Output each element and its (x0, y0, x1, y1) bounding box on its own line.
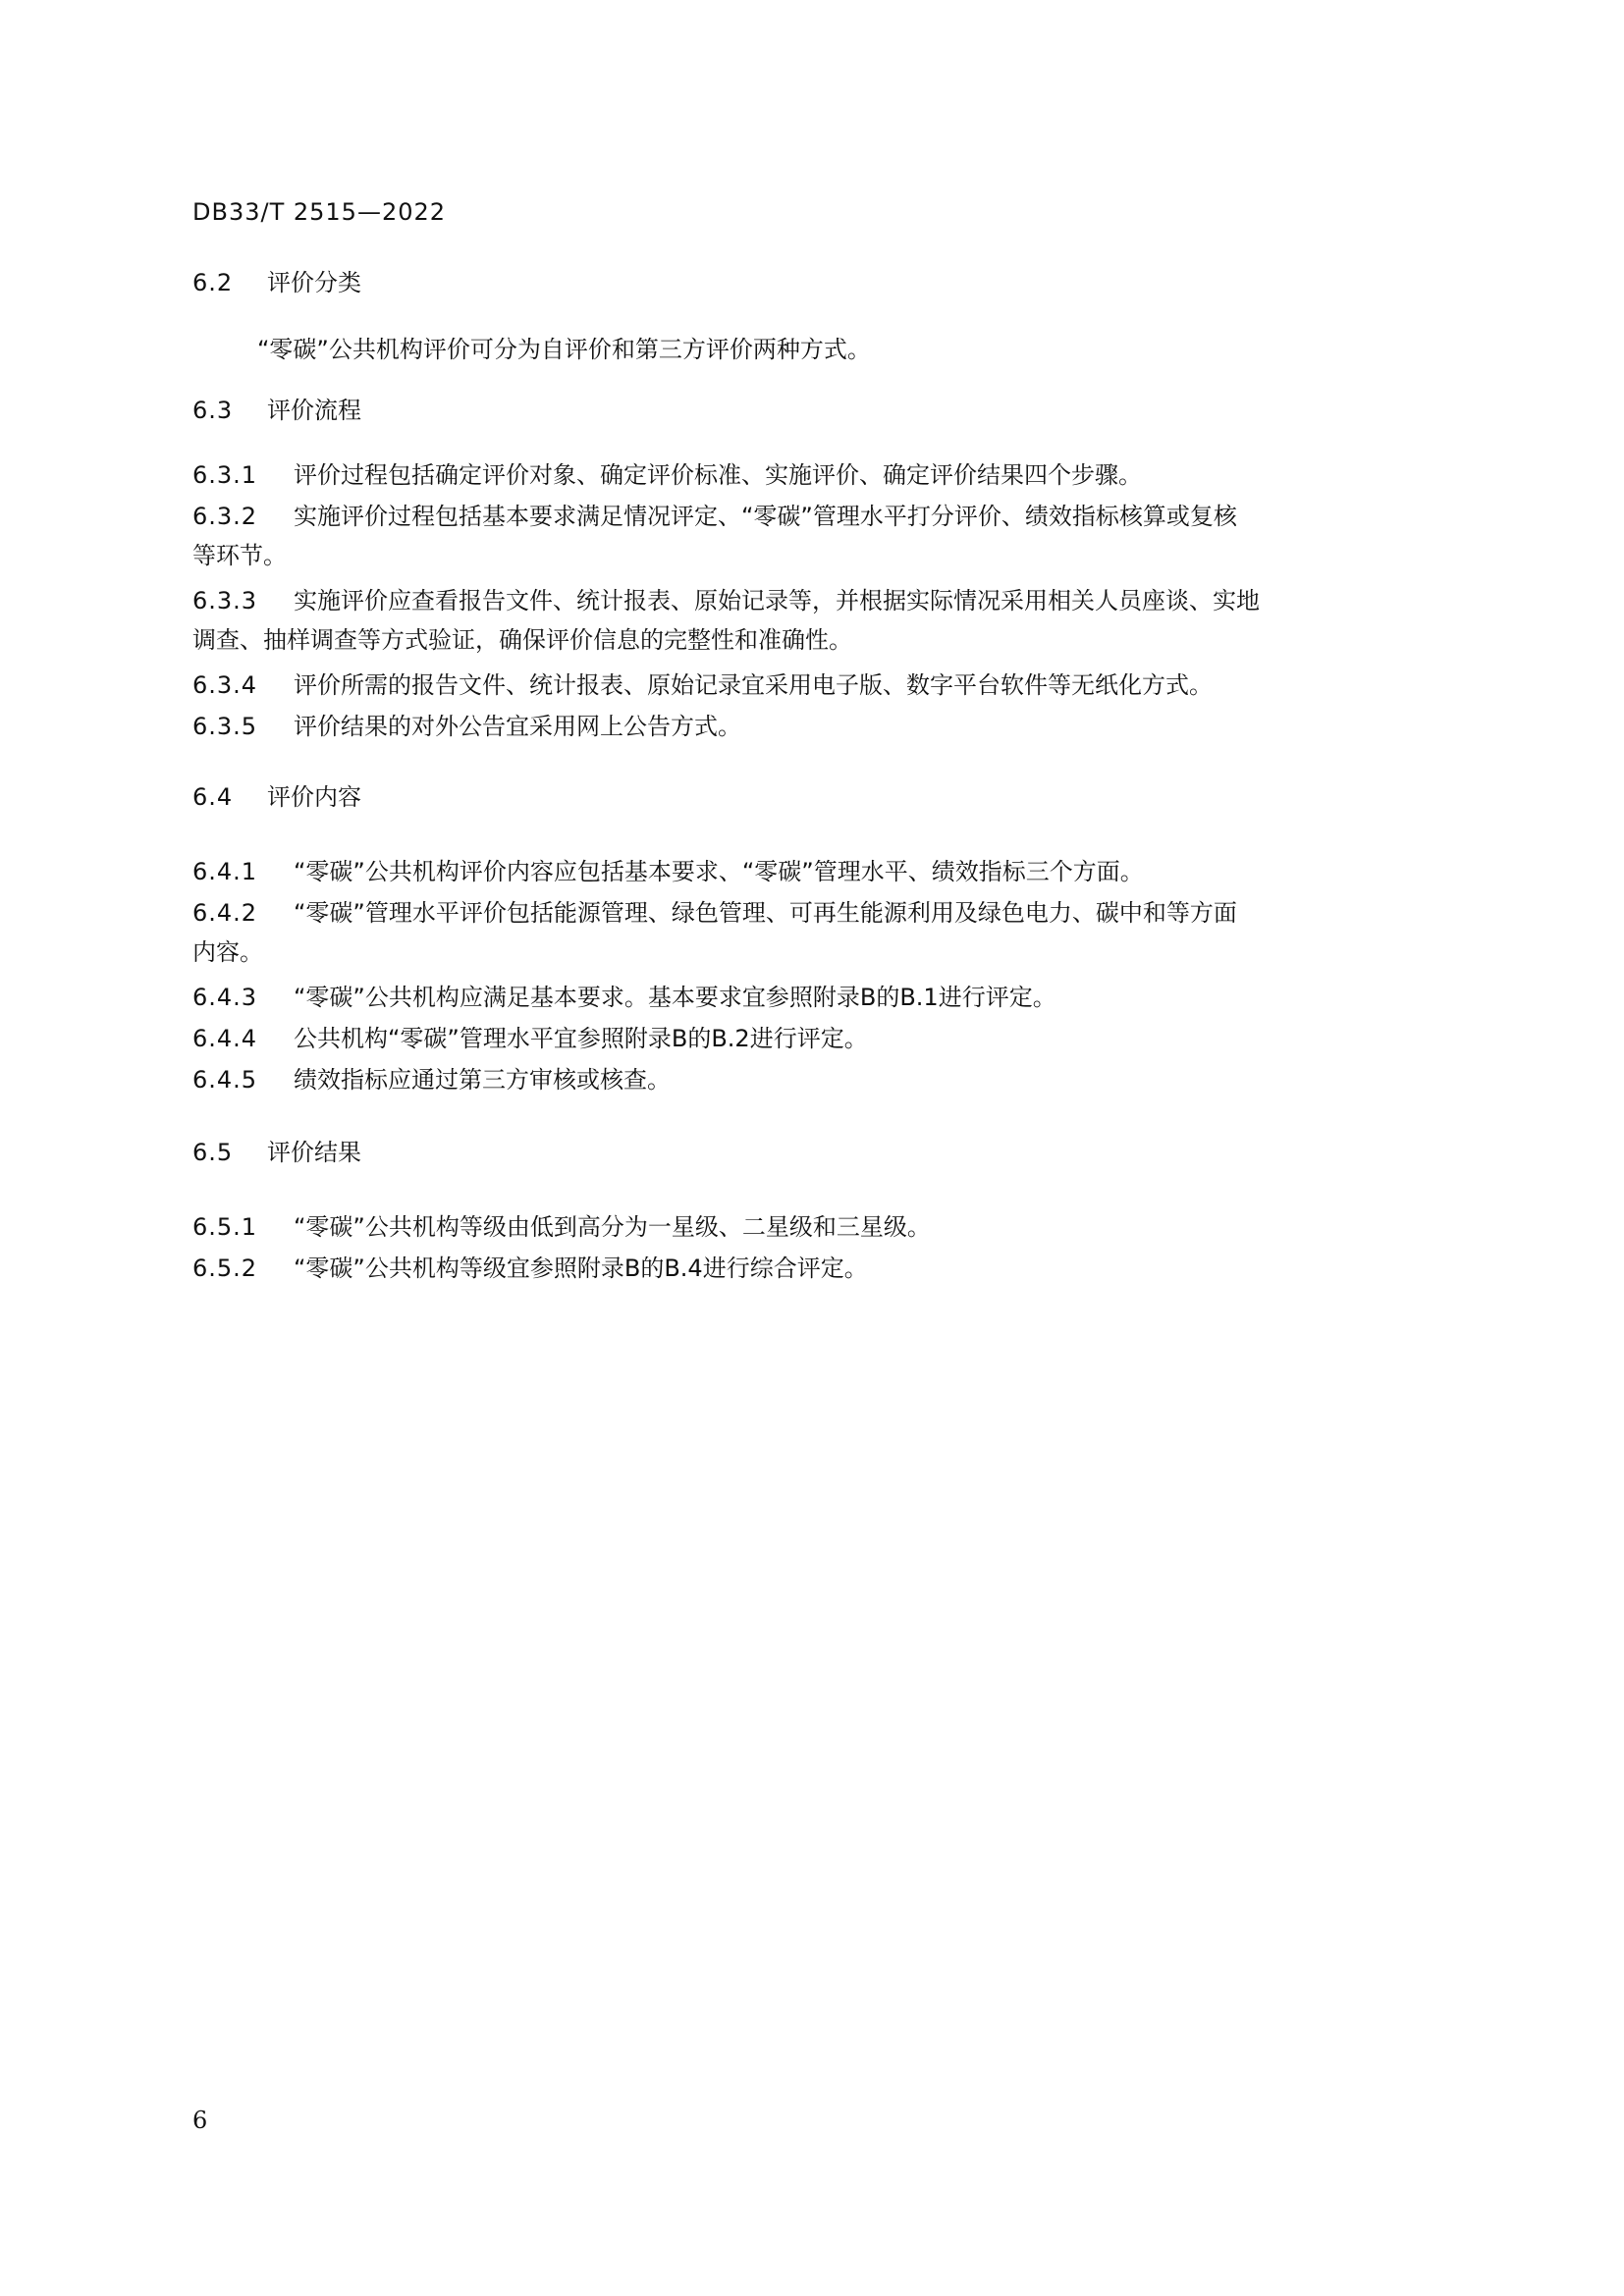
clause-number: 6.4.3 (192, 984, 258, 1011)
clause-number: 6.5.1 (192, 1213, 258, 1241)
clause-6-3-4 (192, 667, 1469, 703)
clause-text: 评价过程包括确定评价对象、确定评价标准、实施评价、确定评价结果四个步骤。 (294, 461, 1142, 489)
clause-number: 6.3.5 (192, 713, 258, 740)
clause-number: 6.3.4 (192, 671, 258, 699)
section-number: 6.3 (192, 397, 234, 424)
clause-text: “零碳”管理水平评价包括能源管理、绿色管理、可再生能源利用及绿色电力、碳中和等方面 (294, 899, 1237, 927)
clause-6-3-5 (192, 709, 1469, 744)
section-number: 6.2 (192, 269, 234, 296)
clause-text: 实施评价过程包括基本要求满足情况评定、“零碳”管理水平打分评价、绩效指标核算或复核 (294, 503, 1237, 530)
clause-6-4-3 (192, 980, 1469, 1015)
clause-6-5-1 (192, 1209, 1469, 1245)
clause-text-continued: 等环节。 (192, 542, 287, 569)
section-title: 评价内容 (267, 783, 361, 811)
clause-text: 公共机构“零碳”管理水平宜参照附录B的B.2进行评定。 (294, 1025, 868, 1052)
clause-6-4-1 (192, 854, 1469, 889)
clause-text-continued: 调查、抽样调查等方式验证，确保评价信息的完整性和准确性。 (192, 626, 852, 654)
clause-number: 6.4.4 (192, 1025, 258, 1052)
page-number: 6 (192, 2107, 208, 2134)
clause-text: 实施评价应查看报告文件、统计报表、原始记录等，并根据实际情况采用相关人员座谈、实地 (294, 587, 1260, 614)
clause-number: 6.5.2 (192, 1255, 258, 1282)
section-heading-6-4 (192, 781, 361, 813)
clause-number: 6.4.2 (192, 899, 258, 927)
clause-number: 6.3.3 (192, 587, 258, 614)
clause-number: 6.3.2 (192, 503, 258, 530)
clause-number: 6.4.1 (192, 858, 258, 885)
section-heading-6-2 (192, 267, 361, 298)
clause-text: “零碳”公共机构等级宜参照附录B的B.4进行综合评定。 (294, 1255, 868, 1282)
clause-6-3-2 (192, 499, 1469, 573)
clause-text: “零碳”公共机构应满足基本要求。基本要求宜参照附录B的B.1进行评定。 (294, 984, 1056, 1011)
clause-number: 6.4.5 (192, 1066, 258, 1094)
section-title: 评价流程 (267, 397, 361, 424)
clause-number: 6.3.1 (192, 461, 258, 489)
clause-6-3-3 (192, 583, 1469, 658)
clause-text-continued: 内容。 (192, 938, 263, 966)
clause-6-4-5 (192, 1062, 1469, 1097)
section-number: 6.5 (192, 1139, 234, 1166)
section-body-6-2: “零碳”公共机构评价可分为自评价和第三方评价两种方式。 (257, 336, 871, 363)
clause-6-4-4 (192, 1021, 1469, 1056)
clause-6-4-2 (192, 895, 1469, 970)
clause-6-3-1 (192, 457, 1469, 493)
section-heading-6-5 (192, 1137, 361, 1168)
clause-text: “零碳”公共机构等级由低到高分为一星级、二星级和三星级。 (294, 1213, 931, 1241)
section-heading-6-3 (192, 395, 361, 426)
section-number: 6.4 (192, 783, 234, 811)
section-title: 评价结果 (267, 1139, 361, 1166)
clause-text: 评价结果的对外公告宜采用网上公告方式。 (294, 713, 741, 740)
section-title: 评价分类 (267, 269, 361, 296)
clause-text: 评价所需的报告文件、统计报表、原始记录宜采用电子版、数字平台软件等无纸化方式。 (294, 671, 1213, 699)
document-id-header: DB33/T 2515—2022 (192, 198, 447, 226)
clause-text: 绩效指标应通过第三方审核或核查。 (294, 1066, 671, 1094)
clause-6-5-2 (192, 1251, 1469, 1286)
clause-text: “零碳”公共机构评价内容应包括基本要求、“零碳”管理水平、绩效指标三个方面。 (294, 858, 1144, 885)
